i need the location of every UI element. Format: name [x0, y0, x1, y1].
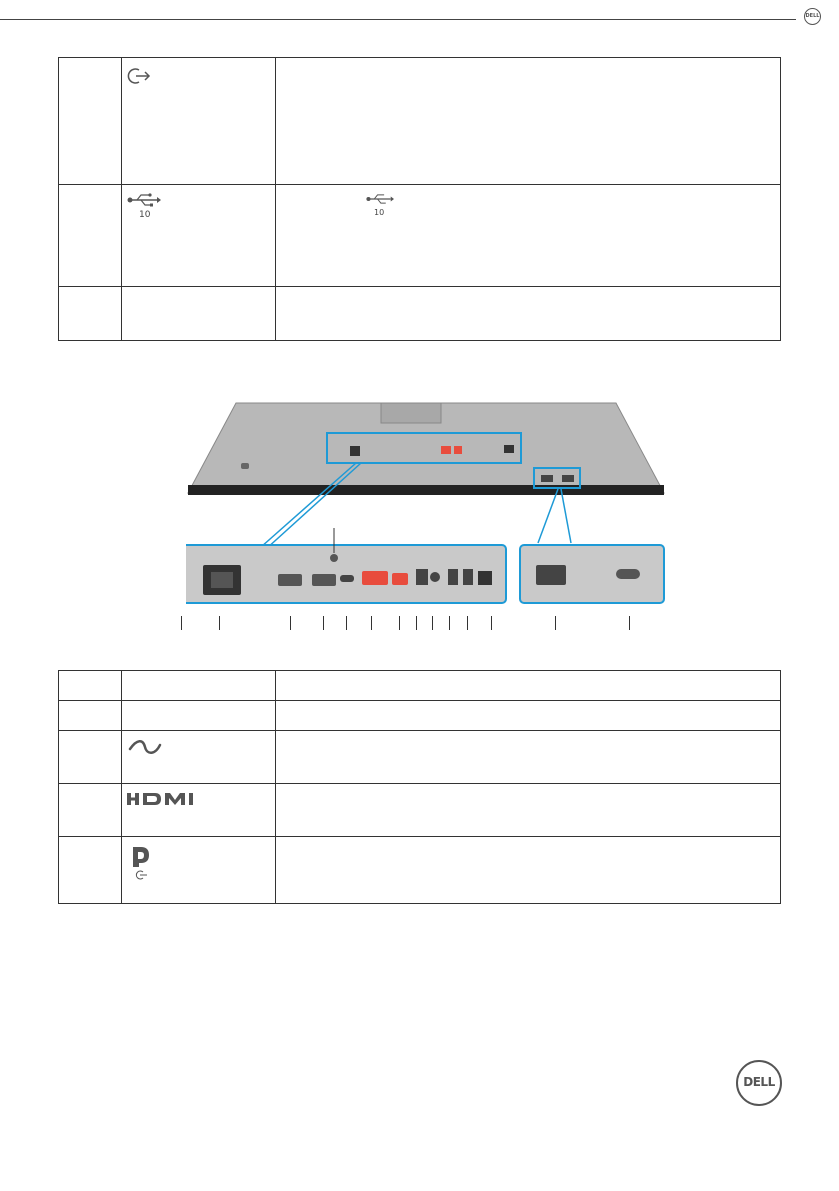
callout-tick	[371, 616, 372, 630]
row-description	[276, 731, 781, 784]
callout-tick	[555, 616, 556, 630]
orange-usbc-port	[362, 571, 388, 585]
top-spec-table	[58, 57, 781, 341]
hdmi-port	[278, 574, 302, 586]
inline-usb-icon-wrap	[366, 193, 394, 217]
callout-tick	[467, 616, 468, 630]
row-icon-cell	[122, 185, 276, 287]
callout-tick	[181, 616, 182, 630]
joystick	[241, 463, 249, 469]
row-description	[276, 671, 781, 701]
row-description	[276, 58, 781, 185]
row-label	[122, 701, 276, 731]
table-row	[59, 731, 781, 784]
orange-port	[392, 573, 408, 585]
table-row	[59, 58, 781, 185]
audio-jack	[430, 572, 440, 582]
power-out-icon	[127, 66, 157, 86]
usb-speed-label: 10	[374, 208, 385, 217]
table-row	[59, 287, 781, 341]
security-screw	[330, 554, 338, 562]
usb-c-small	[562, 475, 574, 482]
stand-mount	[381, 403, 441, 423]
row-description	[276, 837, 781, 904]
usb-a-port	[448, 569, 458, 585]
callout-tick	[432, 616, 433, 630]
usb-speed-label: 10	[139, 210, 151, 220]
lan-port-small	[504, 445, 514, 453]
row-number	[59, 287, 122, 341]
usb-icon	[127, 193, 161, 207]
row-number	[59, 784, 122, 837]
callout-tick	[416, 616, 417, 630]
row-label	[122, 671, 276, 701]
monitor-bezel	[188, 485, 664, 495]
callout-tick	[449, 616, 450, 630]
row-number	[59, 58, 122, 185]
callout-tick	[629, 616, 630, 630]
callout-tick	[346, 616, 347, 630]
row-number	[59, 837, 122, 904]
table-row	[59, 784, 781, 837]
side-usb-a-port	[536, 565, 566, 585]
row-description	[276, 784, 781, 837]
row-description	[276, 185, 781, 287]
usb-a-port	[463, 569, 473, 585]
usb-icon	[366, 193, 394, 205]
row-icon-cell	[122, 837, 276, 904]
monitor-rear-view	[186, 393, 666, 633]
callout-tick	[219, 616, 220, 630]
ac-port-small	[350, 446, 360, 456]
usb-c-upstream-port	[340, 575, 354, 582]
table-row	[59, 701, 781, 731]
hdmi-icon	[127, 792, 201, 806]
row-number	[59, 701, 122, 731]
row-description	[276, 287, 781, 341]
usb-a-small	[541, 475, 553, 482]
orange-port-small	[454, 446, 462, 454]
displayport-icon	[127, 845, 157, 881]
row-description	[276, 701, 781, 731]
orange-port-small	[441, 446, 451, 454]
dell-header-logo: DELL	[804, 8, 821, 25]
header-rule	[0, 19, 796, 20]
dell-footer-logo: DELL	[736, 1060, 782, 1106]
table-row	[59, 185, 781, 287]
row-icon-cell	[122, 784, 276, 837]
callout-tick	[323, 616, 324, 630]
callout-tick	[290, 616, 291, 630]
lan-port	[478, 571, 492, 585]
callout-tick	[399, 616, 400, 630]
usb-a-port	[416, 569, 428, 585]
row-icon-cell	[122, 731, 276, 784]
displayport-port	[312, 574, 336, 586]
row-number	[59, 731, 122, 784]
row-number	[59, 185, 122, 287]
table-row	[59, 671, 781, 701]
row-label	[122, 287, 276, 341]
row-icon-cell	[122, 58, 276, 185]
bottom-spec-table	[58, 670, 781, 904]
ac-power-icon	[127, 739, 163, 755]
row-number	[59, 671, 122, 701]
table-row	[59, 837, 781, 904]
side-usb-c-port	[616, 569, 640, 579]
callout-tick	[491, 616, 492, 630]
